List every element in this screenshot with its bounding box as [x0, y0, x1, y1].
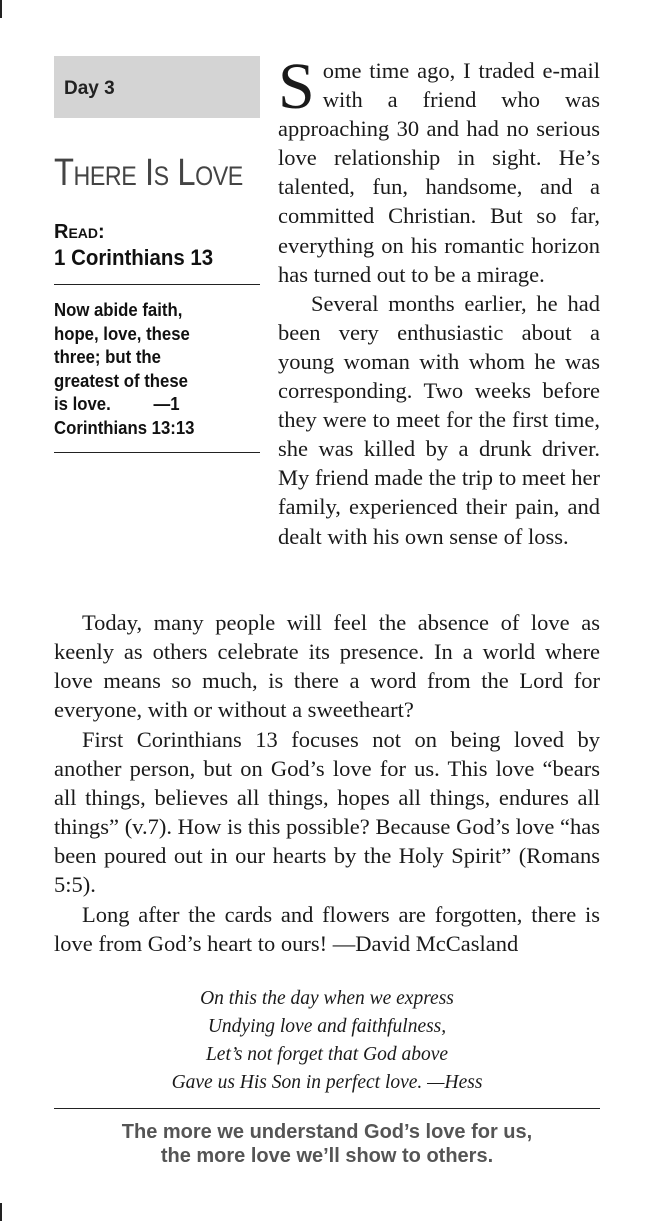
- day-label: Day 3: [54, 56, 260, 118]
- article-paragraph-5: Long after the cards and flowers are forgotten, there is love from God’s heart to ours! —David McCasland: [54, 902, 600, 957]
- key-verse-line: greatest of these: [54, 370, 188, 391]
- read-label: Read:: [54, 221, 105, 243]
- sidebar: [54, 56, 260, 453]
- key-verse-line-last: [54, 393, 231, 417]
- key-verse-line: hope, love, these: [54, 323, 190, 344]
- key-verse-line: Now abide faith,: [54, 300, 183, 320]
- article-paragraph-4-block: [54, 725, 600, 900]
- sidebar-divider-top: [54, 284, 260, 285]
- poem-line: Undying love and faithfulness,: [207, 1016, 447, 1037]
- key-verse-attribution-part2: Corinthians 13:13: [54, 417, 195, 438]
- poem-line: Gave us His Son in perfect love. —Hess: [171, 1072, 483, 1093]
- article-paragraph-2: Several months earlier, he had been very enthusiastic about a young woman with whom he was corresponding. Two weeks before they were to meet for the first time, she was killed by a drunk driver. My friend made the trip to meet her family, experienced their pain, and dealt with his own sense of loss.: [278, 290, 600, 549]
- article-paragraph-1-text: ome time ago, I traded e-mail with a friend who was approaching 30 and had no serious love relationship in sight. He’s talented, fun, handsome, and a committed Christian. But so far, everything on his romantic horizon has turned out to be a mirage.: [278, 58, 600, 287]
- key-verse-text: is love.: [54, 394, 111, 414]
- key-verse-attribution-part1: —1: [153, 394, 180, 414]
- page-title: There Is Love: [54, 152, 243, 194]
- thought-line: The more we understand God’s love for us,: [121, 1121, 533, 1143]
- page-edge-mark-bottom: [0, 1203, 2, 1221]
- article-paragraph-3: Today, many people will feel the absence of love as keenly as others celebrate its presence. In a world where love means so much, is there a word from the Lord for everyone, with or without a sweetheart?: [54, 610, 600, 723]
- drop-cap: S: [278, 50, 315, 123]
- article-paragraph-1: [278, 50, 600, 289]
- key-verse-line: three; but the: [54, 347, 161, 367]
- thought-line: the more love we’ll show to others.: [160, 1145, 494, 1167]
- poem: [54, 985, 600, 1097]
- read-reference: 1 Corinthians 13: [54, 245, 214, 270]
- key-verse: [54, 299, 231, 440]
- poem-line: On this the day when we express: [200, 988, 454, 1009]
- article-paragraph-4: First Corinthians 13 focuses not on being loved by another person, but on God’s love for us. This love “bears all things, believes all things, hopes all things, endures all things” (v.7). How is this possible? Because God’s love “has been poured out in our hearts by the Holy Spirit” (Romans 5:5).: [54, 727, 600, 898]
- page-edge-mark-top: [0, 0, 2, 18]
- article-paragraph-3-block: [54, 608, 600, 724]
- article-paragraph-5-block: [54, 900, 600, 958]
- article-column: [278, 50, 600, 551]
- thought-for-the-day: [54, 1120, 600, 1168]
- poem-line: Let’s not forget that God above: [205, 1044, 449, 1065]
- thought-divider: [54, 1108, 600, 1109]
- sidebar-divider-bottom: [54, 452, 260, 453]
